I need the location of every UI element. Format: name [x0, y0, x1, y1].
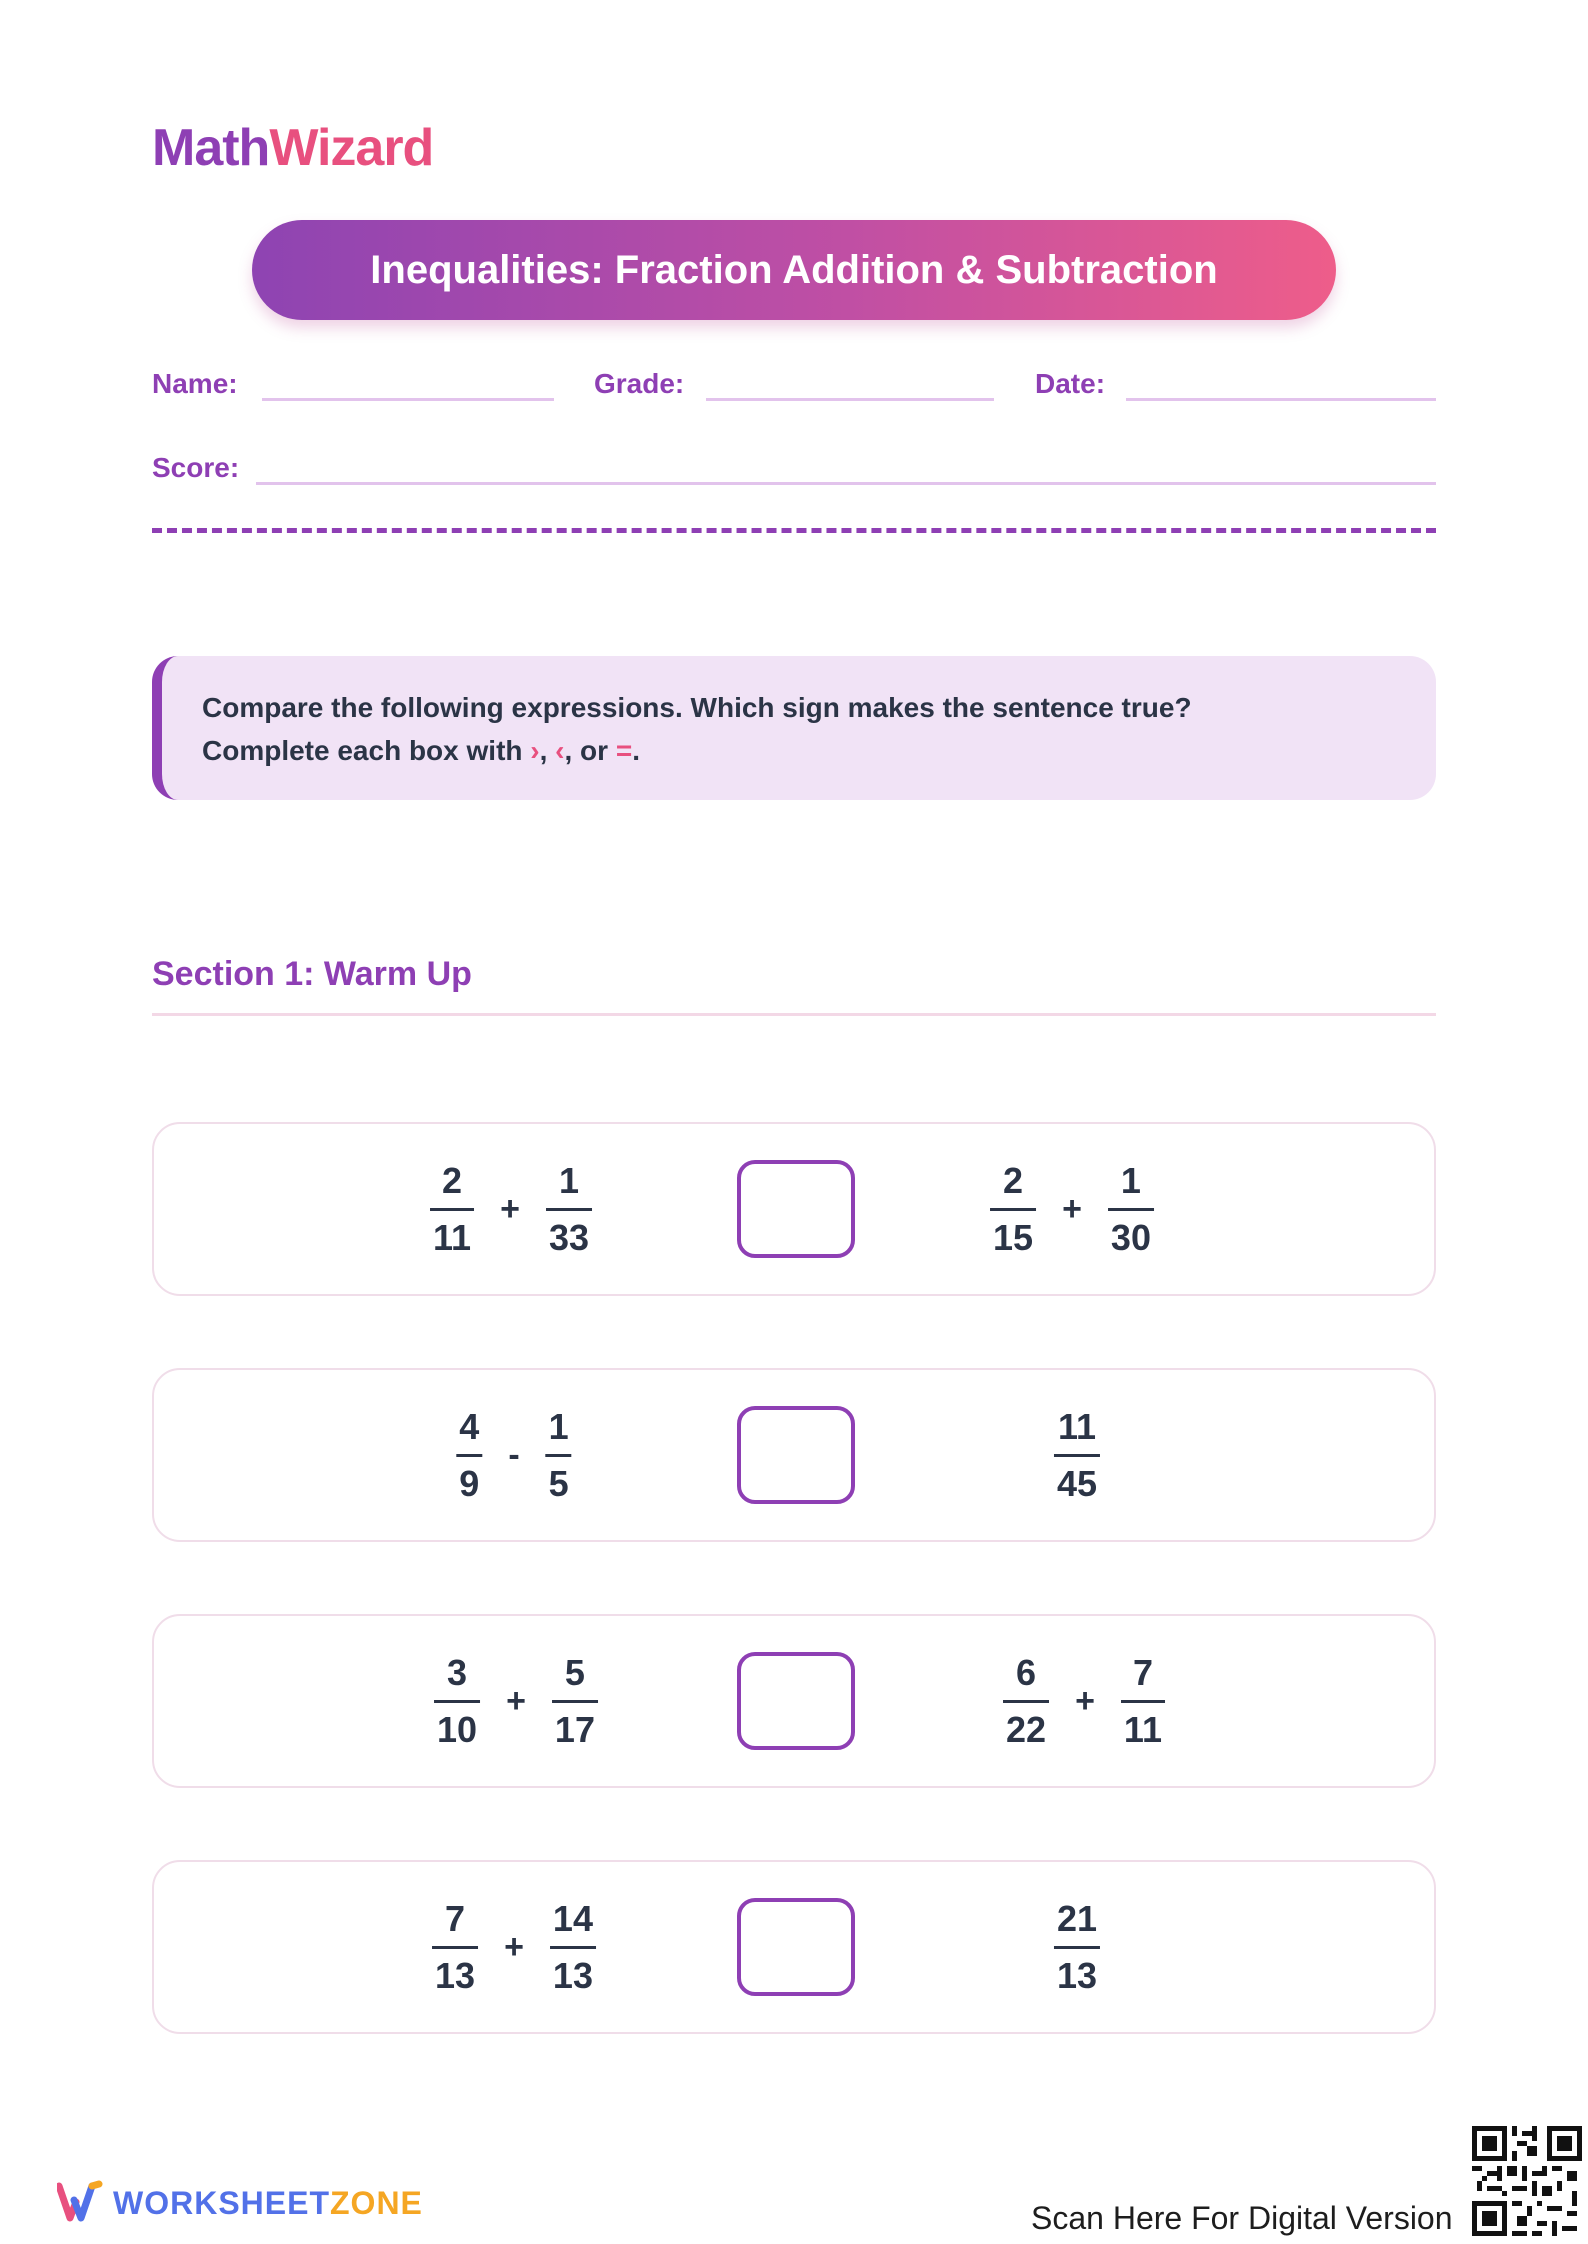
- date-label: Date:: [1035, 368, 1106, 399]
- fraction-bar: [546, 1454, 572, 1457]
- fraction-bar: [552, 1700, 598, 1703]
- equals-symbol: =: [615, 735, 633, 766]
- scan-instruction: Scan Here For Digital Version: [1031, 2200, 1453, 2236]
- operator: +: [506, 1681, 526, 1720]
- numerator: 1: [1120, 1159, 1141, 1201]
- numerator: 5: [564, 1651, 585, 1693]
- numerator: 21: [1056, 1897, 1098, 1939]
- greater-than-symbol: ›: [530, 735, 540, 766]
- numerator: 7: [1132, 1651, 1153, 1693]
- right-expression: [1054, 1370, 1100, 1540]
- fraction: [1054, 1405, 1100, 1506]
- fraction-bar: [550, 1946, 596, 1949]
- denominator: 13: [552, 1954, 593, 1996]
- denominator: 13: [1056, 1954, 1098, 1996]
- fraction: [434, 1651, 480, 1752]
- fraction-bar: [1054, 1946, 1100, 1949]
- instructions-separator-2: , or: [564, 735, 616, 766]
- denominator: 13: [435, 1954, 476, 1996]
- answer-box-1[interactable]: [737, 1160, 855, 1258]
- worksheet-title: Inequalities: Fraction Addition & Subtraction: [252, 220, 1336, 320]
- date-field[interactable]: [1126, 398, 1436, 401]
- fraction-bar: [1003, 1700, 1049, 1703]
- left-expression: [456, 1370, 571, 1540]
- right-expression: [1003, 1616, 1165, 1786]
- fraction: [430, 1159, 474, 1260]
- answer-box-4[interactable]: [737, 1898, 855, 1996]
- operator: -: [508, 1435, 520, 1474]
- operator: +: [500, 1189, 520, 1228]
- numerator: 2: [1003, 1159, 1024, 1201]
- numerator: 4: [459, 1405, 480, 1447]
- numerator: 7: [445, 1897, 466, 1939]
- wordmark-zone: ZONE: [330, 2185, 423, 2221]
- denominator: 15: [993, 1216, 1034, 1258]
- operator: +: [504, 1927, 524, 1966]
- fraction-bar: [1121, 1700, 1165, 1703]
- denominator: 17: [554, 1708, 595, 1750]
- fraction: [1003, 1651, 1049, 1752]
- fraction: [546, 1405, 572, 1506]
- numerator: 3: [447, 1651, 468, 1693]
- problem-card-1: [152, 1122, 1436, 1296]
- instructions-line-2: [202, 729, 1436, 772]
- denominator: 9: [459, 1462, 480, 1504]
- numerator: 1: [548, 1405, 569, 1447]
- problem-card-4: [152, 1860, 1436, 2034]
- worksheetzone-wordmark: [113, 2185, 423, 2222]
- instructions-separator-1: ,: [539, 735, 556, 766]
- denominator: 11: [433, 1216, 472, 1258]
- wordmark-worksheet: WORKSHEET: [113, 2185, 330, 2221]
- answer-box-3[interactable]: [737, 1652, 855, 1750]
- score-label: Score:: [152, 452, 240, 483]
- denominator: 45: [1056, 1462, 1098, 1504]
- fraction: [1054, 1897, 1100, 1998]
- fraction: [1121, 1651, 1165, 1752]
- fraction: [552, 1651, 598, 1752]
- operator: +: [1062, 1189, 1082, 1228]
- grade-label: Grade:: [594, 368, 685, 399]
- fraction: [432, 1897, 478, 1998]
- fraction-bar: [546, 1208, 592, 1211]
- denominator: 22: [1006, 1708, 1047, 1750]
- problem-card-3: [152, 1614, 1436, 1788]
- left-expression: [432, 1862, 596, 2032]
- instructions-prefix: Complete each box with: [202, 735, 531, 766]
- grade-field[interactable]: [706, 398, 994, 401]
- instructions-suffix: .: [632, 735, 640, 766]
- left-expression: [430, 1124, 592, 1294]
- fraction: [550, 1897, 596, 1998]
- qr-code-icon[interactable]: [1472, 2126, 1582, 2236]
- fraction-bar: [456, 1454, 482, 1457]
- less-than-symbol: ‹: [555, 735, 565, 766]
- mathwizard-logo: [152, 118, 433, 178]
- logo-wizard-text: Wizard: [269, 119, 434, 177]
- worksheetzone-w-icon: [57, 2180, 103, 2227]
- problem-card-2: [152, 1368, 1436, 1542]
- denominator: 5: [548, 1462, 569, 1504]
- fraction-bar: [432, 1946, 478, 1949]
- denominator: 11: [1123, 1708, 1162, 1750]
- instructions-panel: [152, 656, 1436, 800]
- denominator: 30: [1110, 1216, 1151, 1258]
- answer-box-2[interactable]: [737, 1406, 855, 1504]
- fraction-bar: [1108, 1208, 1154, 1211]
- numerator: 1: [558, 1159, 579, 1201]
- numerator: 2: [442, 1159, 463, 1201]
- section-title: Section 1: Warm Up: [152, 955, 472, 993]
- denominator: 10: [437, 1708, 478, 1750]
- section-underline: [152, 1013, 1436, 1016]
- score-field[interactable]: [256, 482, 1436, 485]
- fraction: [1108, 1159, 1154, 1260]
- logo-math-text: Math: [152, 119, 270, 177]
- fraction: [456, 1405, 482, 1506]
- fraction: [546, 1159, 592, 1260]
- fraction: [990, 1159, 1036, 1260]
- denominator: 33: [548, 1216, 589, 1258]
- operator: +: [1075, 1681, 1095, 1720]
- name-label: Name:: [152, 368, 238, 399]
- fraction-bar: [1054, 1454, 1100, 1457]
- instructions-line-1: Compare the following expressions. Which sign makes the sentence true?: [202, 692, 1192, 723]
- dashed-divider: [152, 528, 1436, 533]
- numerator: 6: [1016, 1651, 1037, 1693]
- left-expression: [434, 1616, 598, 1786]
- name-field[interactable]: [262, 398, 554, 401]
- numerator: 14: [552, 1897, 593, 1939]
- fraction-bar: [434, 1700, 480, 1703]
- worksheetzone-logo[interactable]: [57, 2180, 423, 2227]
- fraction-bar: [430, 1208, 474, 1211]
- right-expression: [1054, 1862, 1100, 2032]
- right-expression: [990, 1124, 1154, 1294]
- numerator: 11: [1057, 1405, 1097, 1447]
- fraction-bar: [990, 1208, 1036, 1211]
